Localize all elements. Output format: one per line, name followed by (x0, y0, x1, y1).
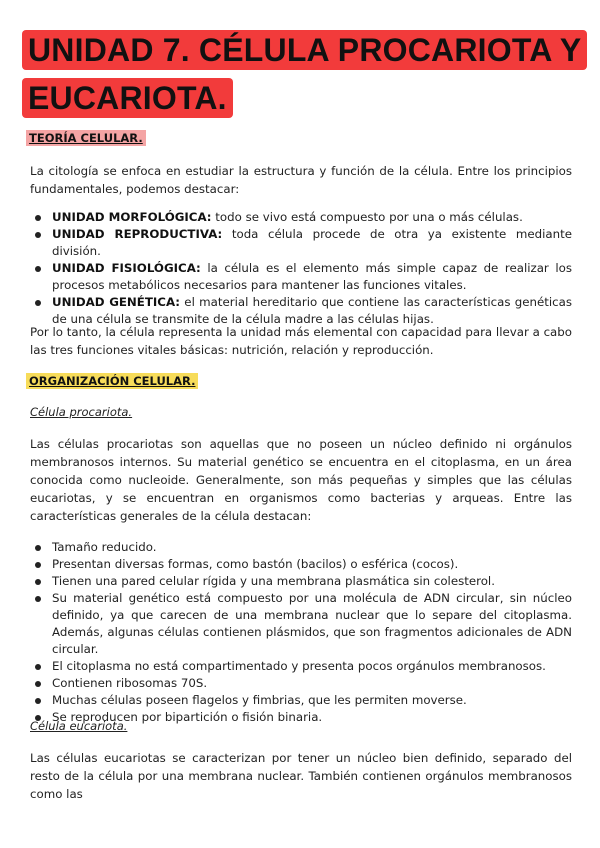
feature-text: Muchas células poseen flagelos y fimbrias, que les permiten moverse. (52, 693, 467, 707)
principle-term: UNIDAD GENÉTICA: (52, 295, 181, 309)
feature-text: Tamaño reducido. (52, 540, 157, 554)
bullet-icon (35, 266, 41, 272)
conclusion-paragraph: Por lo tanto, la célula representa la unidad más elemental con capacidad para llevar a cabo las tres funciones vitales básicas: nutrición, relación y reproducción. (30, 325, 572, 357)
principle-text: el material hereditario que contiene las características genéticas de una célula se transmite de la célula madre a las células hijas. (52, 295, 572, 326)
list-item (30, 658, 572, 675)
principles-list (30, 209, 572, 328)
feature-text: Su material genético está compuesto por una molécula de ADN circular, sin núcleo definido, ya que carecen de una membrana nuclear que lo separe del citoplasma. Además, algunas células contienen plásmidos, que son fragmentos adicionales de ADN circular. (52, 591, 572, 656)
subheading-eucariota: Célula eucariota. (30, 719, 128, 733)
bullet-icon (35, 562, 41, 568)
intro-paragraph: La citología se enfoca en estudiar la estructura y función de la célula. Entre los principios fundamentales, podemos destacar: (30, 164, 572, 196)
principle-term: UNIDAD REPRODUCTIVA: (52, 227, 223, 241)
feature-text: Tienen una pared celular rígida y una membrana plasmática sin colesterol. (52, 574, 495, 588)
list-item (30, 226, 572, 260)
feature-text: Presentan diversas formas, como bastón (bacilos) o esférica (cocos). (52, 557, 459, 571)
list-item (30, 556, 572, 573)
section-heading-teoria-celular: TEORÍA CELULAR. (26, 130, 146, 146)
bullet-icon (35, 698, 41, 704)
list-item (30, 692, 572, 709)
principle-term: UNIDAD FISIOLÓGICA: (52, 261, 201, 275)
list-item (30, 590, 572, 658)
principle-text: todo se vivo está compuesto por una o más células. (211, 210, 523, 224)
bullet-icon (35, 579, 41, 585)
principle-text: toda célula procede de otra ya existente mediante división. (52, 227, 572, 258)
list-item (30, 209, 572, 226)
bullet-icon (35, 300, 41, 306)
bullet-icon (35, 232, 41, 238)
bullet-icon (35, 596, 41, 602)
bullet-icon (35, 215, 41, 221)
list-item (30, 573, 572, 590)
title-line-1: UNIDAD 7. CÉLULA PROCARIOTA Y (22, 30, 587, 70)
feature-text: El citoplasma no está compartimentado y presenta pocos orgánulos membranosos. (52, 659, 546, 673)
bullet-icon (35, 545, 41, 551)
procariota-paragraph: Las células procariotas son aquellas que no poseen un núcleo definido ni orgánulos membranosos internos. Su material genético se encuentra en el citoplasma, en un área conocida como nucleoide. Generalmente, son más pequeñas y simples que las células eucariotas, y se encuentran en organismos como bacterias y arqueas. Entre las características generales de la célula destacan: (30, 437, 572, 523)
list-item (30, 539, 572, 556)
bullet-icon (35, 681, 41, 687)
bullet-icon (35, 664, 41, 670)
list-item (30, 260, 572, 294)
feature-text: Contienen ribosomas 70S. (52, 676, 208, 690)
feature-text: Se reproducen por bipartición o fisión binaria. (52, 710, 323, 724)
subheading-procariota: Célula procariota. (30, 405, 133, 419)
procariota-features-list (30, 539, 572, 726)
principle-term: UNIDAD MORFOLÓGICA: (52, 210, 212, 224)
eucariota-paragraph: Las células eucariotas se caracterizan por tener un núcleo bien definido, separado del resto de la célula por una membrana nuclear. También contienen orgánulos membranosos como las (30, 751, 572, 801)
section-heading-organizacion-celular: ORGANIZACIÓN CELULAR. (26, 373, 198, 389)
title-line-2: EUCARIOTA. (22, 78, 233, 118)
list-item (30, 675, 572, 692)
principle-text: la célula es el elemento más simple capaz de realizar los procesos metabólicos necesarios para mantener las funciones vitales. (52, 261, 572, 292)
